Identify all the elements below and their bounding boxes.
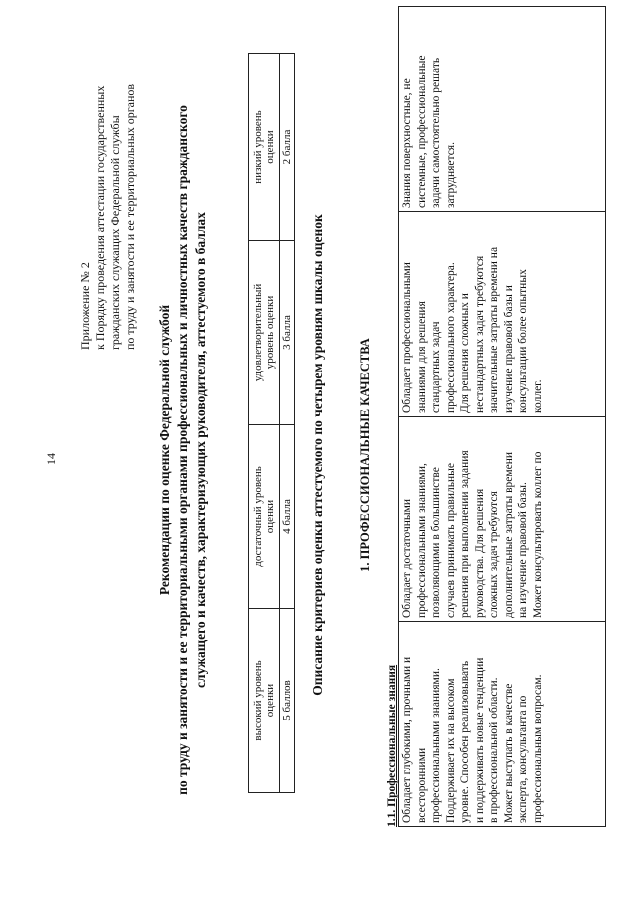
score-header-row: [249, 54, 280, 793]
criteria-table: [398, 6, 606, 827]
score-value-cell: 2 балла: [280, 54, 295, 241]
score-value-cell: 5 баллов: [280, 609, 295, 793]
score-header-cell: низкий уровень оценки: [249, 54, 280, 241]
criteria-description-title: Описание критериев оценки аттестуемого по четырем уровням шкалы оценок: [310, 214, 325, 696]
score-value-row: [280, 54, 295, 793]
criteria-cell-low: Знания поверхностные, не системные, профессиональные задачи самостоятельно решать затрудняется.: [399, 7, 606, 212]
criteria-cell-satisfactory: Обладает профессиональными знаниями для решения стандартных задач профессионального характера. Для решения сложных и нестандартных задач требуются значительные затраты времени на изучение правовой базы и консультации более опытных коллег.: [399, 212, 606, 417]
score-value-cell: 4 балла: [280, 425, 295, 609]
appendix-line: по труду и занятости и ее территориальных органов: [123, 83, 137, 350]
score-header-cell: высокий уровень оценки: [249, 609, 280, 793]
score-header-cell: достаточный уровень оценки: [249, 425, 280, 609]
appendix-line: гражданских служащих Федеральной службы: [108, 115, 122, 350]
title-line: Рекомендации по оценке Федеральной службой: [157, 304, 172, 596]
criteria-cell-sufficient: Обладает достаточными профессиональными знаниями, позволяющими в большинстве случаев принимать правильные решения при выполнении задания руководства. Для решения сложных задач требуются дополнительные затраты времени на изучение правовой базы. Может консультировать коллег по: [399, 417, 606, 622]
appendix-line: к Порядку проведения аттестации государственных: [93, 85, 107, 350]
appendix-line: Приложение № 2: [78, 262, 92, 350]
score-header-cell: удовлетворительный уровень оценки: [249, 241, 280, 425]
score-scale-table: [248, 53, 295, 793]
criteria-row: [399, 7, 606, 827]
title-line: служащего и качеств, характеризующих руководителя, аттестуемого в баллах: [193, 212, 208, 688]
appendix-header: [78, 84, 138, 350]
section-title: 1. ПРОФЕССИОНАЛЬНЫЕ КАЧЕСТВА: [358, 338, 372, 572]
criteria-cell-high: Обладает глубокими, прочными и всесторонними профессиональными знаниями. Поддерживает их на высоком уровне. Способен реализовывать и поддерживать новые тенденции в профессиональной области. Может выступать в качестве эксперта, консультанта по профессиональным вопросам.: [399, 622, 606, 827]
document-title: [156, 35, 210, 865]
title-line: по труду и занятости и ее территориальными органами профессиональных и личностных качеств гражданского: [175, 105, 190, 795]
score-value-cell: 3 балла: [280, 241, 295, 425]
subsection-title: 1.1. Профессиональные знания: [386, 664, 398, 827]
page-number: 14: [44, 453, 58, 465]
